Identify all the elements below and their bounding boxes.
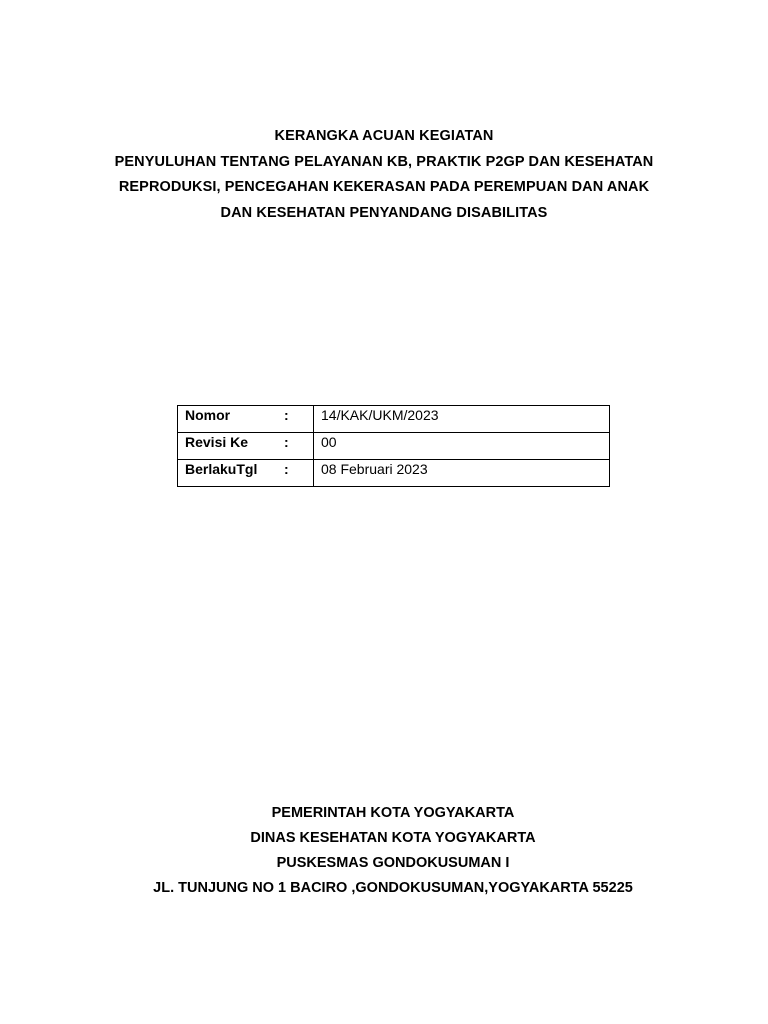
meta-separator: : [280, 460, 314, 487]
title-line: PENYULUHAN TENTANG PELAYANAN KB, PRAKTIK P2GP DAN KESEHATAN [114, 153, 654, 170]
meta-label: Nomor [178, 406, 281, 433]
title-line: DAN KESEHATAN PENYANDANG DISABILITAS [220, 204, 548, 221]
meta-value: 08 Februari 2023 [314, 460, 610, 487]
footer-line: DINAS KESEHATAN KOTA YOGYAKARTA [250, 830, 536, 846]
meta-value: 14/KAK/UKM/2023 [314, 406, 610, 433]
meta-value: 00 [314, 433, 610, 460]
footer-line: PEMERINTAH KOTA YOGYAKARTA [271, 805, 515, 821]
meta-separator: : [280, 406, 314, 433]
document-title [0, 124, 768, 226]
meta-label: BerlakuTgl [178, 460, 281, 487]
meta-row-revisi [178, 433, 610, 460]
footer-address: JL. TUNJUNG NO 1 BACIRO ,GONDOKUSUMAN,YOGYAKARTA 55225 [153, 880, 633, 896]
institution-footer [0, 801, 768, 901]
title-line: REPRODUKSI, PENCEGAHAN KEKERASAN PADA PEREMPUAN DAN ANAK [118, 179, 650, 195]
footer-line: PUSKESMAS GONDOKUSUMAN I [276, 855, 510, 871]
meta-separator: : [280, 433, 314, 460]
title-line: KERANGKA ACUAN KEGIATAN [274, 128, 494, 144]
meta-label: Revisi Ke [178, 433, 281, 460]
meta-row-berlaku [178, 460, 610, 487]
meta-row-nomor [178, 406, 610, 433]
document-meta-table [177, 405, 610, 487]
